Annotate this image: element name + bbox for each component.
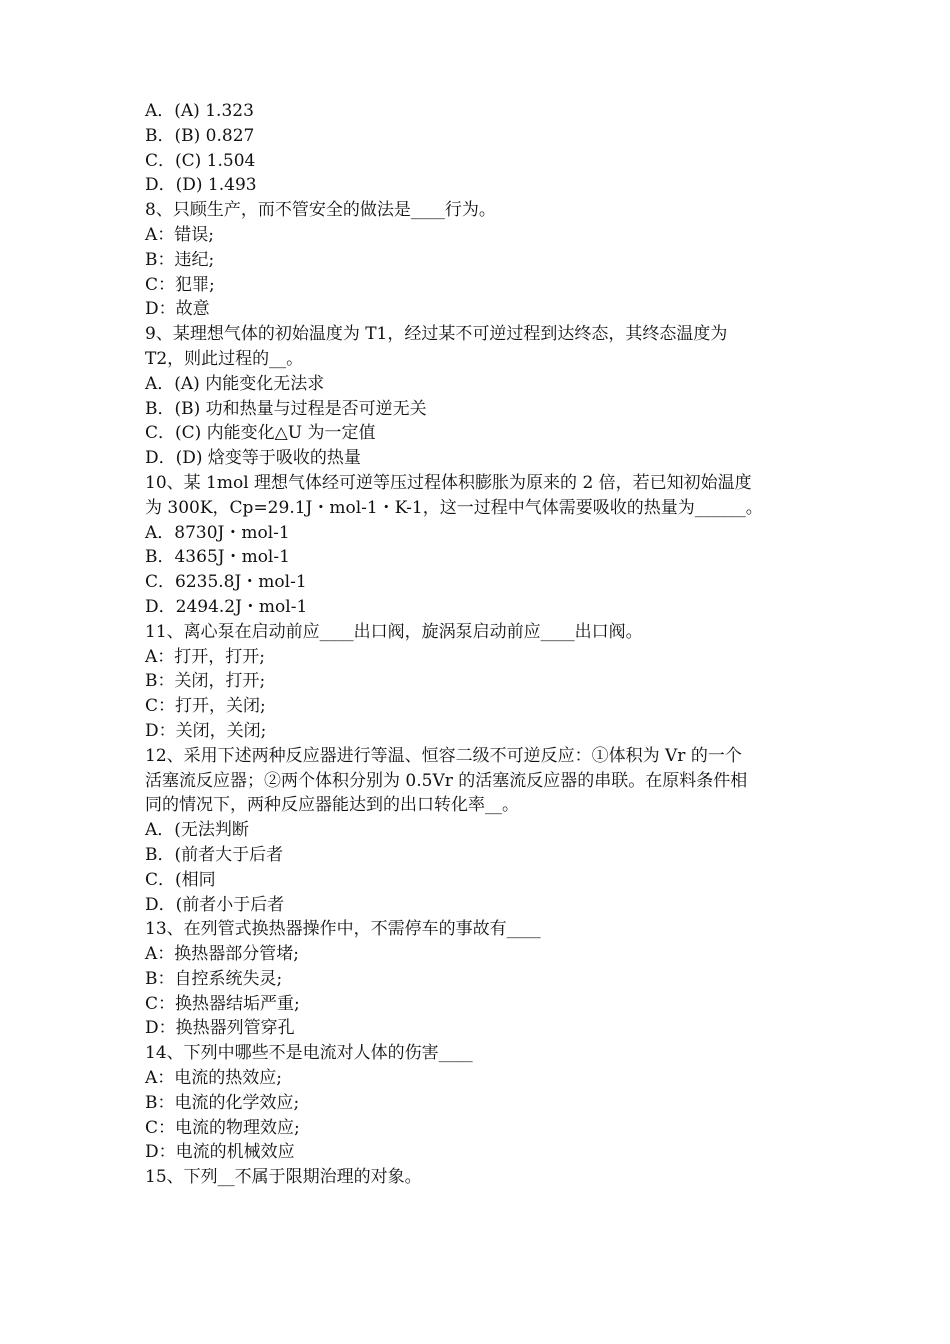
option-line: D：故意 <box>145 299 210 320</box>
option-line: A．8730J・mol-1 <box>145 522 290 543</box>
option-line: A：错误; <box>145 224 215 245</box>
option-line: D：电流的机械效应 <box>145 1142 295 1163</box>
option-line: A．(A) 内能变化无法求 <box>145 373 325 394</box>
option-line: A：电流的热效应; <box>145 1068 283 1089</box>
question-14: 14、下列中哪些不是电流对人体的伤害____ <box>145 1043 473 1064</box>
option-line: B：自控系统失灵; <box>145 968 283 989</box>
option-line: B．4365J・mol-1 <box>145 547 290 568</box>
option-line: D：关闭，关闭; <box>145 720 267 741</box>
option-line: A．(无法判断 <box>145 820 249 841</box>
option-line: C．(相同 <box>145 869 216 890</box>
option-line: C．(C) 内能变化△U 为一定值 <box>145 423 376 444</box>
option-line: A．(A) 1.323 <box>145 101 254 121</box>
question-10-cont: 为 300K，Cp=29.1J・mol-1・K-1，这一过程中气体需要吸收的热量为______。 <box>145 497 763 518</box>
exam-text <box>145 99 810 1190</box>
option-line: C：电流的物理效应; <box>145 1117 300 1138</box>
option-line: B：电流的化学效应; <box>145 1092 300 1113</box>
question-12: 12、采用下述两种反应器进行等温、恒容二级不可逆反应：①体积为 Vr 的一个 <box>145 745 742 766</box>
option-line: D．(D) 焓变等于吸收的热量 <box>145 448 361 469</box>
option-line: B：关闭，打开; <box>145 671 266 692</box>
option-line: D．(D) 1.493 <box>145 175 257 196</box>
option-line: B．(前者大于后者 <box>145 844 284 865</box>
question-15: 15、下列__不属于限期治理的对象。 <box>145 1167 422 1188</box>
option-line: D．(前者小于后者 <box>145 894 285 915</box>
option-line: A：打开，打开; <box>145 646 266 667</box>
option-line: C：打开，关闭; <box>145 696 266 717</box>
question-11: 11、离心泵在启动前应____出口阀，旋涡泵启动前应____出口阀。 <box>145 621 643 642</box>
option-line: C：犯罪; <box>145 274 215 295</box>
question-13: 13、在列管式换热器操作中，不需停车的事故有____ <box>145 919 541 940</box>
option-line: B．(B) 功和热量与过程是否可逆无关 <box>145 398 427 419</box>
option-line: D：换热器列管穿孔 <box>145 1018 295 1039</box>
question-12-cont: 活塞流反应器；②两个体积分别为 0.5Vr 的活塞流反应器的串联。在原料条件相 <box>145 770 748 791</box>
question-10: 10、某 1mol 理想气体经可逆等压过程体积膨胀为原来的 2 倍，若已知初始温度 <box>145 472 752 493</box>
option-line: C：换热器结垢严重; <box>145 993 300 1014</box>
question-12-cont: 同的情况下，两种反应器能达到的出口转化率__。 <box>145 795 519 816</box>
option-line: A：换热器部分管堵; <box>145 944 300 965</box>
option-line: C．6235.8J・mol-1 <box>145 572 307 593</box>
option-line: C．(C) 1.504 <box>145 150 256 171</box>
option-line: B．(B) 0.827 <box>145 125 255 146</box>
option-line: B：违纪; <box>145 249 215 270</box>
option-line: D．2494.2J・mol-1 <box>145 596 308 617</box>
question-8: 8、只顾生产，而不管安全的做法是____行为。 <box>145 200 496 221</box>
question-9-cont: T2，则此过程的__。 <box>145 348 304 369</box>
question-9: 9、某理想气体的初始温度为 T1，经过某不可逆过程到达终态，其终态温度为 <box>145 324 728 345</box>
